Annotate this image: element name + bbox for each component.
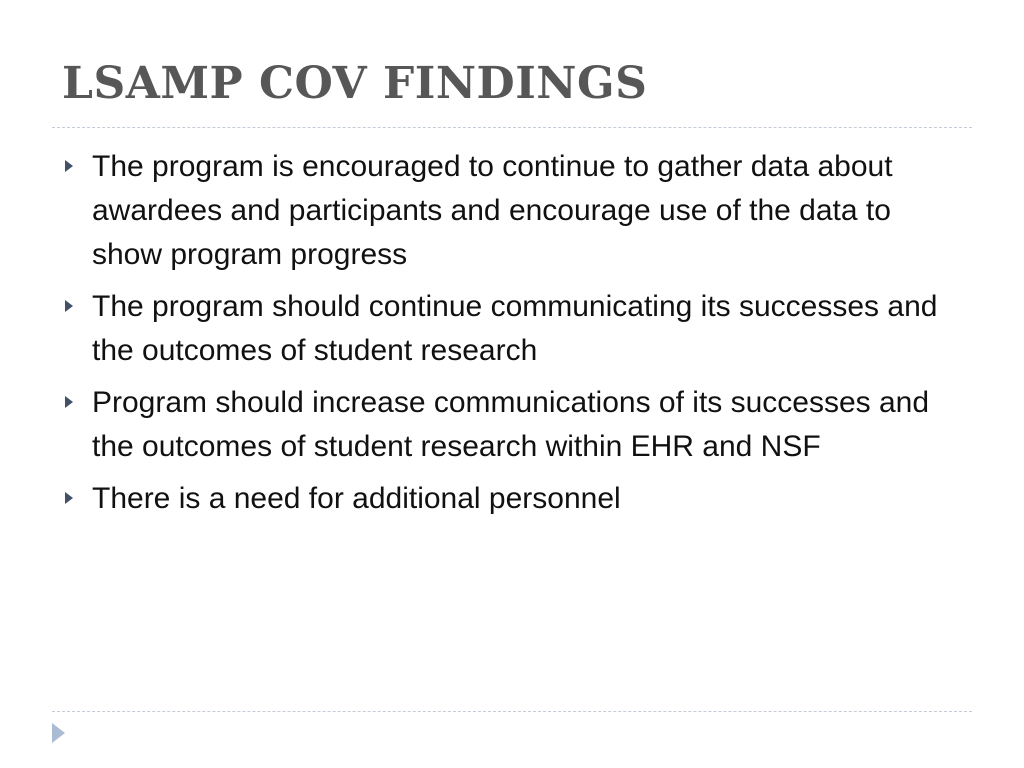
title-divider <box>52 127 972 128</box>
bullet-text: The program is encouraged to continue to gather data about awardees and participants and encourage use of the data to show program progress <box>92 150 893 271</box>
bullet-triangle-icon <box>65 396 73 408</box>
bullet-text: Program should increase communications of its successes and the outcomes of student research within EHR and NSF <box>92 386 930 463</box>
bullet-text: There is a need for additional personnel <box>92 482 621 515</box>
bullet-item <box>62 477 967 521</box>
bullet-item <box>62 285 967 373</box>
bullet-item <box>62 381 967 469</box>
bullet-triangle-icon <box>65 300 73 312</box>
slide-title: LSAMP COV FINDINGS <box>62 58 648 109</box>
bullet-triangle-icon <box>65 492 73 504</box>
next-slide-arrow-icon[interactable] <box>52 723 65 743</box>
bullet-text: The program should continue communicating its successes and the outcomes of student research <box>92 290 938 367</box>
bullet-item <box>62 145 967 277</box>
bullet-list <box>62 145 967 529</box>
footer-divider <box>52 711 972 712</box>
bullet-triangle-icon <box>65 160 73 172</box>
